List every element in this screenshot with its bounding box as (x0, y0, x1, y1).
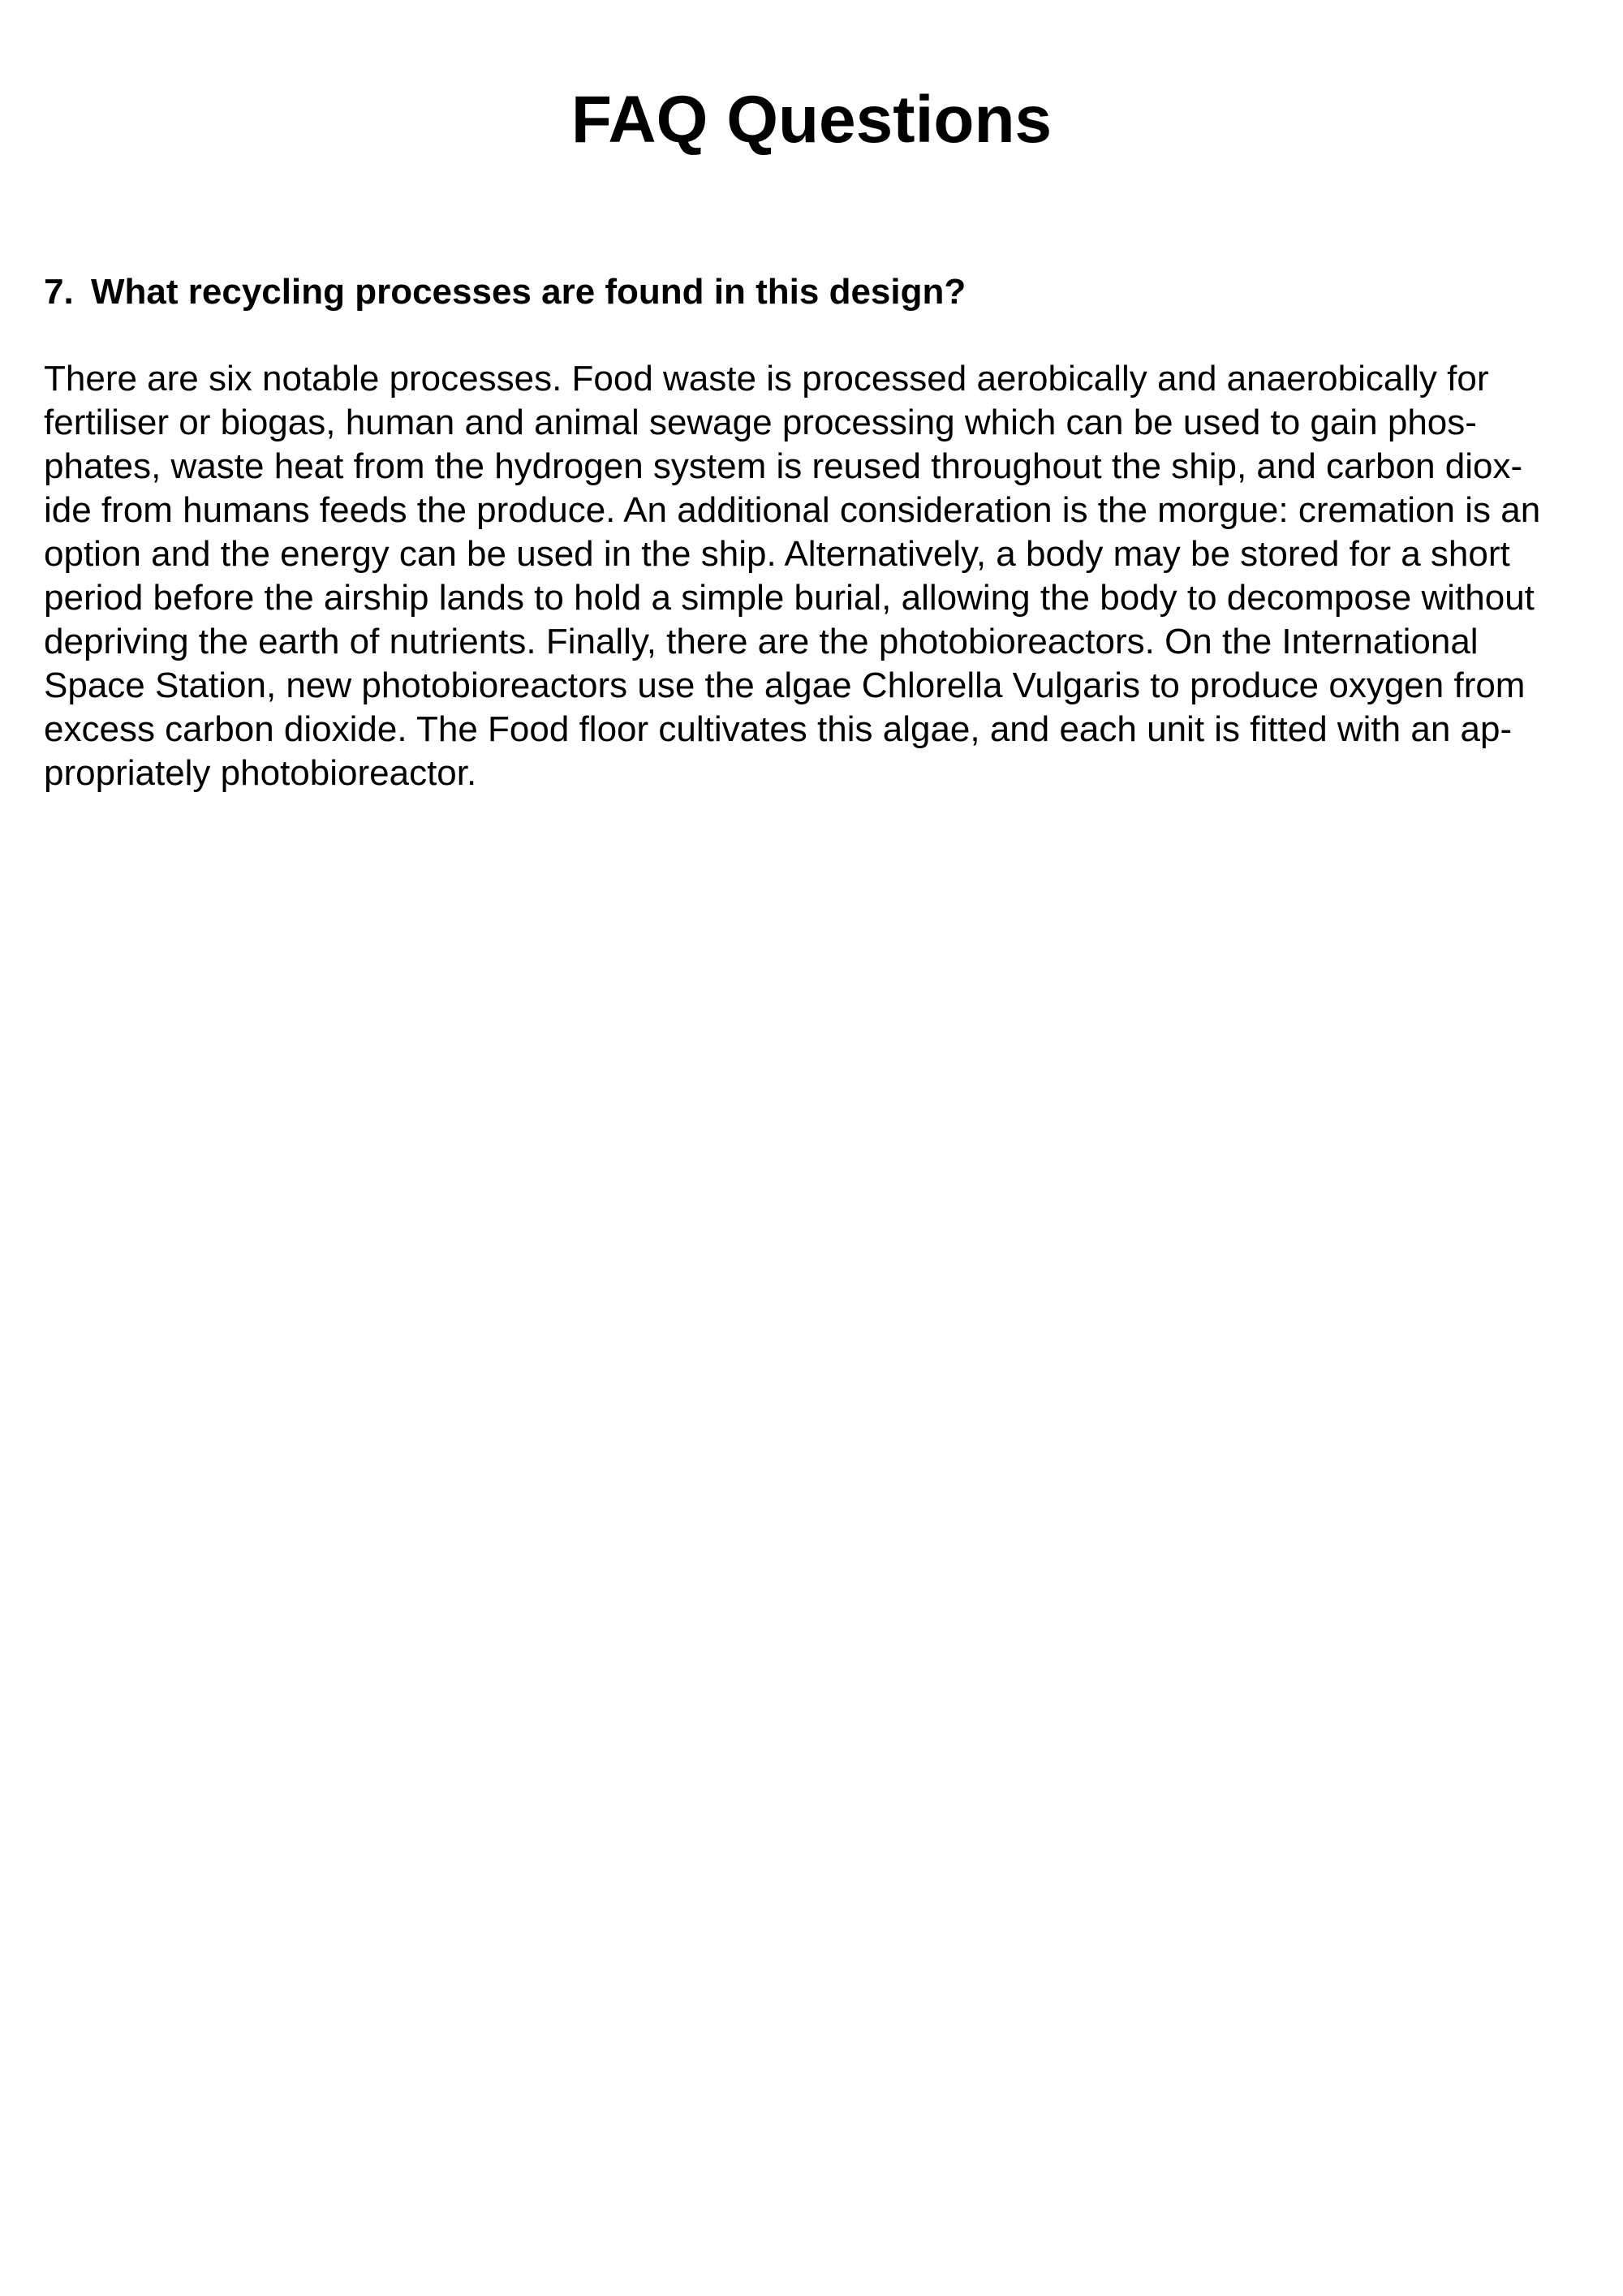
answer-line: depriving the earth of nutrients. Finally, there are the photobioreactors. On the International (44, 622, 1479, 661)
answer-line: propriately photobioreactor. (44, 753, 477, 793)
answer-line: excess carbon dioxide. The Food floor cultivates this algae, and each unit is fitted with an ap- (44, 709, 1513, 749)
answer-line: There are six notable processes. Food waste is processed aerobically and anaerobically for (44, 359, 1489, 398)
faq-answer (44, 357, 1578, 795)
answer-line: ide from humans feeds the produce. An additional consideration is the morgue: cremation is an (44, 490, 1541, 530)
answer-line: option and the energy can be used in the ship. Alternatively, a body may be stored for a short (44, 534, 1510, 574)
answer-line: period before the airship lands to hold a simple burial, allowing the body to decompose without (44, 578, 1535, 618)
page-title: FAQ Questions (570, 83, 1053, 157)
answer-line: phates, waste heat from the hydrogen system is reused throughout the ship, and carbon diox- (44, 446, 1523, 486)
faq-question (44, 268, 1586, 317)
question-text: What recycling processes are found in this design? (91, 272, 966, 312)
answer-line: Space Station, new photobioreactors use the algae Chlorella Vulgaris to produce oxygen from (44, 666, 1526, 705)
answer-line: fertiliser or biogas, human and animal sewage processing which can be used to gain phos- (44, 403, 1477, 442)
question-number: 7. (44, 272, 74, 312)
